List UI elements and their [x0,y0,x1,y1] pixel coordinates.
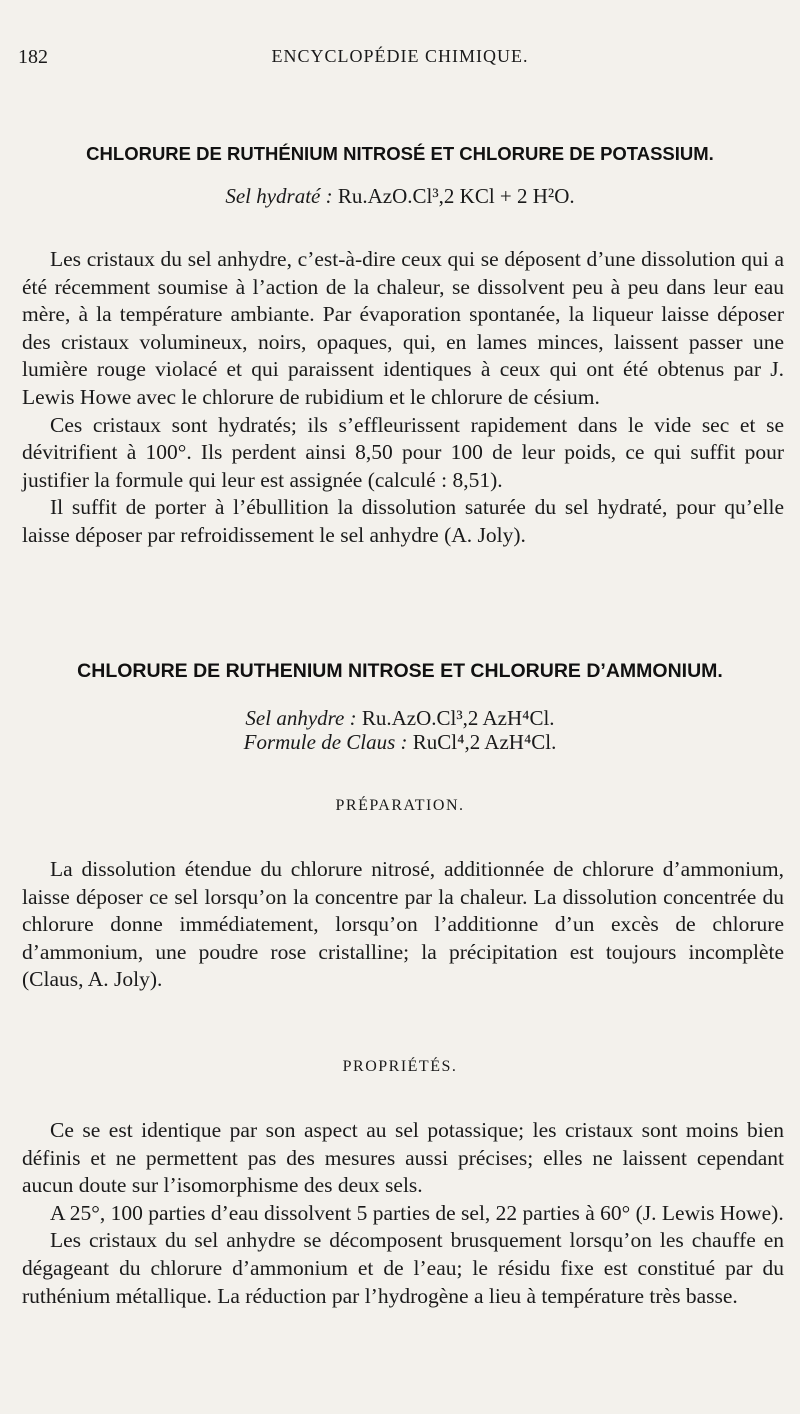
formula-value: Ru.AzO.Cl³,2 AzH⁴Cl. [361,706,555,730]
formula-claus [18,730,782,755]
paragraph: La dissolution étendue du chlorure nitrosé, additionnée de chlorure d’ammonium, laisse déposer ce sel lorsqu’on la concentre par la chaleur. La dissolution concentrée du chlorure donne immédiatement, lorsqu’on l’additionne d’un excès de chlorure d’ammonium, une poudre rose cristalline; la précipitation est toujours incomplète (Claus, A. Joly). [22,857,784,992]
running-title: ENCYCLOPÉDIE CHIMIQUE. [271,46,529,66]
preparation-body [22,856,784,994]
formula-value: RuCl⁴,2 AzH⁴Cl. [412,730,557,754]
formula-label: Sel anhydre : [245,706,357,730]
page-number: 182 [18,46,48,68]
formula-label: Formule de Claus : [243,730,408,754]
formula-hydrate [18,184,782,209]
section-title-ammonium: CHLORURE DE RUTHENIUM NITROSE ET CHLORURE D’AMMONIUM. [77,660,723,682]
page-header [18,46,782,72]
formula-value: Ru.AzO.Cl³,2 KCl + 2 H²O. [337,184,575,208]
properties-body [22,1117,784,1310]
section-title-potassium: CHLORURE DE RUTHÉNIUM NITROSÉ ET CHLORURE DE POTASSIUM. [86,143,714,164]
properties-heading: PROPRIÉTÉS. [342,1058,458,1075]
paragraph: Les cristaux du sel anhydre, c’est-à-dire ceux qui se déposent d’une dissolution qui a été récemment soumise à l’action de la chaleur, se dissolvent peu à peu dans leur eau mère, à la température ambiante. Par évaporation spontanée, la liqueur laisse déposer des cristaux volumineux, noirs, opaques, qui, en lames minces, laissent passer une lumière rouge violacé et qui paraissent identiques à ceux qui ont été obtenus par J. Lewis Howe avec le chlorure de rubidium et le chlorure de césium. [22,247,784,409]
paragraph: Il suffit de porter à l’ébullition la dissolution saturée du sel hydraté, pour qu’elle laisse déposer par refroidissement le sel anhydre (A. Joly). [22,495,784,547]
paragraph: Ce se est identique par son aspect au sel potassique; les cristaux sont moins bien définis et ne permettent pas des mesures aussi précises; elles ne laissent cependant aucun doute sur l’isomorphisme des deux sels. [22,1118,784,1198]
preparation-heading: PRÉPARATION. [335,797,465,814]
paragraph: Les cristaux du sel anhydre se décomposent brusquement lorsqu’on les chauffe en dégageant du chlorure d’ammonium et de l’eau; le résidu fixe est constitué par du ruthénium métallique. La réduction par l’hydrogène a lieu à température très basse. [22,1228,784,1308]
paragraph: A 25°, 100 parties d’eau dissolvent 5 parties de sel, 22 parties à 60° (J. Lewis Howe). [50,1200,784,1225]
section1-body [22,246,784,550]
paragraph: Ces cristaux sont hydratés; ils s’effleurissent rapidement dans le vide sec et se dévitrifient à 100°. Ils perdent ainsi 8,50 pour 100 de leur poids, ce qui suffit pour justifier la formule qui leur est assignée (calculé : 8,51). [22,412,784,492]
formula-label: Sel hydraté : [225,184,333,208]
formula-anhydre [18,706,782,731]
